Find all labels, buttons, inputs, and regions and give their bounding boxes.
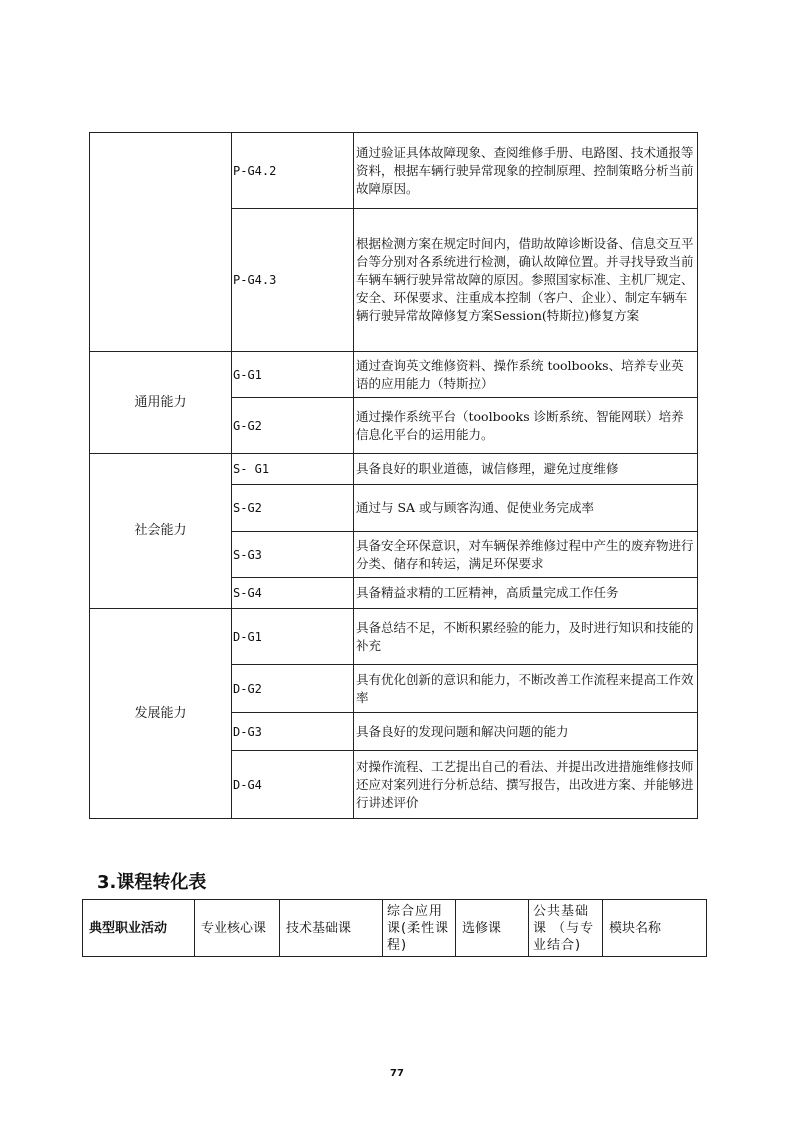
ability-code: S-G2 (232, 485, 354, 532)
ability-code: G-G1 (232, 352, 354, 398)
header-integrated-course: 综合应用课(柔性课程) (383, 900, 456, 957)
ability-description: 通过与 SA 或与顾客沟通、促使业务完成率 (354, 485, 698, 532)
ability-description: 具备精益求精的工匠精神，高质量完成工作任务 (354, 578, 698, 609)
ability-code: P-G4.2 (232, 133, 354, 209)
category-social: 社会能力 (90, 454, 232, 609)
section-title: 3.课程转化表 (97, 872, 207, 893)
ability-description: 通过查询英文维修资料、操作系统 toolbooks、培养专业英语的应用能力（特斯拉） (354, 352, 698, 398)
table-row (90, 352, 698, 398)
table-header-row (83, 900, 707, 957)
table-row (90, 133, 698, 209)
ability-description: 通过验证具体故障现象、查阅维修手册、电路图、技术通报等资料，根据车辆行驶异常现象的控制原理、控制策略分析当前故障原因。 (354, 133, 698, 209)
ability-code: P-G4.3 (232, 209, 354, 352)
category-development: 发展能力 (90, 609, 232, 819)
category-cell-blank (90, 133, 232, 352)
table-row (90, 454, 698, 485)
ability-description: 具有优化创新的意识和能力，不断改善工作流程来提高工作效率 (354, 665, 698, 713)
ability-description: 根据检测方案在规定时间内，借助故障诊断设备、信息交互平台等分别对各系统进行检测，确认故障位置。并寻找导致当前车辆车辆行驶异常故障的原因。参照国家标准、主机厂规定、安全、环保要求、注重成本控制（客户、企业）、制定车辆车辆行驶异常故障修复方案Session(特斯拉)修复方案 (354, 209, 698, 352)
ability-code: S-G4 (232, 578, 354, 609)
ability-description: 具备总结不足，不断积累经验的能力，及时进行知识和技能的补充 (354, 609, 698, 665)
ability-code: D-G4 (232, 751, 354, 819)
header-module-name: 模块名称 (603, 900, 707, 957)
header-typical-activity: 典型职业活动 (83, 900, 195, 957)
category-general: 通用能力 (90, 352, 232, 454)
header-technical-basic-course: 技术基础课 (280, 900, 383, 957)
page-number: 77 (390, 1068, 404, 1079)
course-conversion-table (82, 899, 707, 957)
ability-code: D-G2 (232, 665, 354, 713)
header-elective-course: 选修课 (456, 900, 529, 957)
ability-description: 具备安全环保意识，对车辆保养维修过程中产生的废弃物进行分类、储存和转运，满足环保要求 (354, 532, 698, 578)
ability-description: 具备良好的发现问题和解决问题的能力 (354, 713, 698, 751)
table-row (90, 609, 698, 665)
ability-description: 通过操作系统平台（toolbooks 诊断系统、智能网联）培养信息化平台的运用能力。 (354, 398, 698, 454)
ability-code: D-G3 (232, 713, 354, 751)
header-public-basic-course: 公共基础课 （与专业结合) (529, 900, 603, 957)
ability-code: S- G1 (232, 454, 354, 485)
ability-description: 对操作流程、工艺提出自己的看法、并提出改进措施维修技师还应对案列进行分析总结、撰写报告，出改进方案、并能够进行讲述评价 (354, 751, 698, 819)
header-core-course: 专业核心课 (195, 900, 280, 957)
ability-code: G-G2 (232, 398, 354, 454)
ability-table (89, 132, 698, 819)
ability-description: 具备良好的职业道德，诚信修理，避免过度维修 (354, 454, 698, 485)
ability-code: S-G3 (232, 532, 354, 578)
ability-code: D-G1 (232, 609, 354, 665)
